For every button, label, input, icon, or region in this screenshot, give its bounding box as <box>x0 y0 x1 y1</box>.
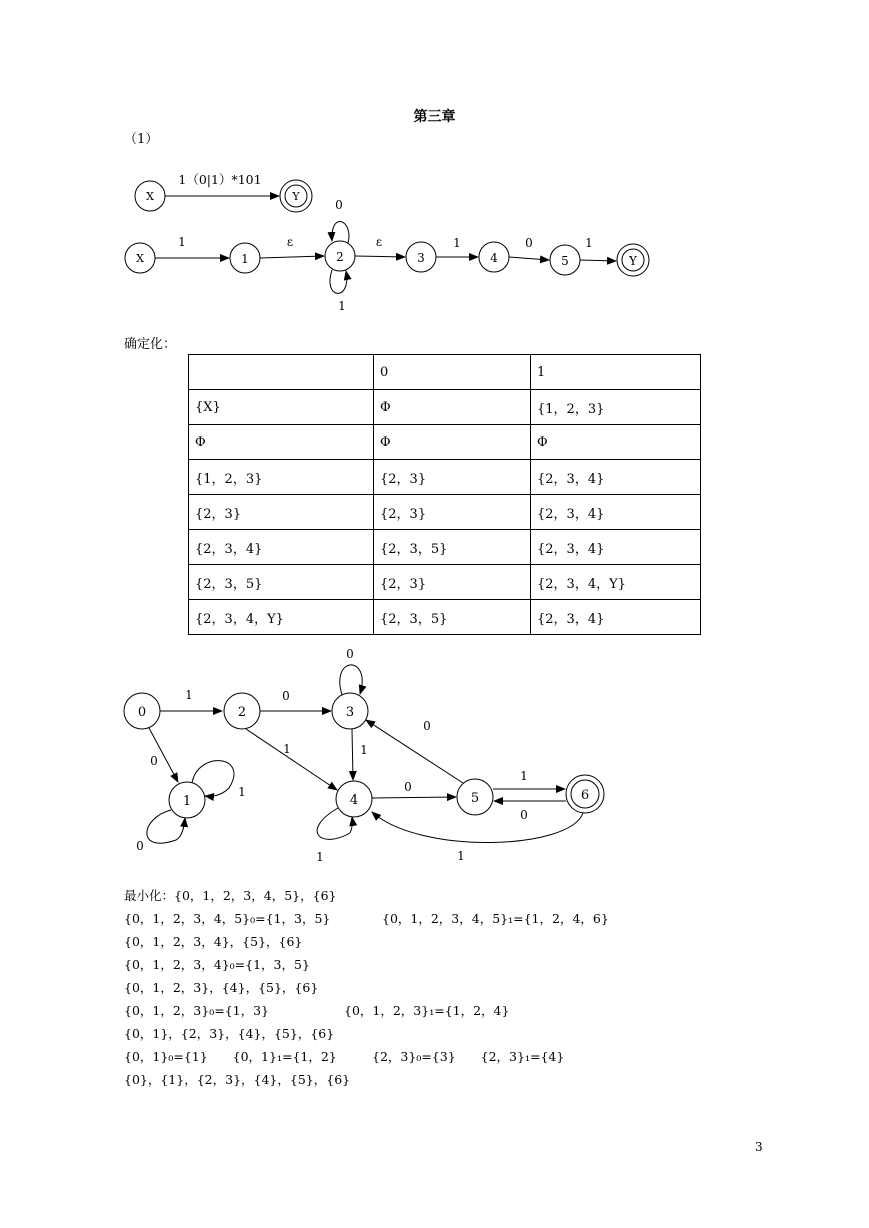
table-cell: {2，3} <box>374 565 531 600</box>
dfa-edge-label: 1 <box>520 769 528 783</box>
dfa-edge-label: 0 <box>136 839 144 853</box>
nfa-simple-start-label: X <box>146 190 154 203</box>
minimize-line <box>124 1068 609 1091</box>
table-header-cell <box>189 355 374 390</box>
table-header-cell: 1 <box>531 355 701 390</box>
nfa-edge-label: 1 <box>178 235 186 249</box>
minimize-line-left: {0，1，2，3，4，5}₀={1，3，5} <box>124 911 331 926</box>
nfa-node-label: X <box>136 252 144 265</box>
table-row <box>189 565 701 600</box>
dfa-edge-6-4 <box>372 812 583 843</box>
dfa-loop-4 <box>317 808 352 839</box>
table-row <box>189 460 701 495</box>
dfa-node-label: 2 <box>237 705 247 720</box>
nfa-diagram <box>0 0 869 330</box>
nfa-node-label: Y <box>629 254 637 268</box>
nfa-loop-top-label: 0 <box>335 198 343 212</box>
dfa-loop-1-bottom <box>147 810 185 843</box>
minimize-line <box>124 1045 609 1068</box>
table-row <box>189 390 701 425</box>
minimize-line-left: {0，1，2，3，4}，{5}，{6} <box>124 934 303 949</box>
table-row <box>189 530 701 565</box>
minimize-line <box>124 953 609 976</box>
dfa-edge-label: 1 <box>360 743 368 757</box>
dfa-node-label: 0 <box>137 705 147 720</box>
dfa-edge-4-5 <box>372 797 456 798</box>
table-cell: {1，2，3} <box>189 460 374 495</box>
dfa-edge-label: 0 <box>150 754 158 768</box>
dfa-edge-label: 1 <box>316 850 324 864</box>
table-cell: {2，3，4} <box>531 600 701 635</box>
dfa-edge-label: 0 <box>520 808 528 822</box>
minimize-line <box>124 976 609 999</box>
nfa-edge-label: ε <box>286 235 294 249</box>
table-cell: {2，3，4} <box>189 530 374 565</box>
table-cell: Φ <box>531 425 701 460</box>
minimize-line-right: {0，1，2，3，4，5}₁={1，2，4，6} <box>382 911 609 926</box>
table-cell: Φ <box>374 390 531 425</box>
nfa-edge-label: ε <box>375 235 383 249</box>
nfa-edge-4-5 <box>509 257 549 260</box>
minimize-line-left: {0，1，2，3}₀={1，3} <box>124 1003 270 1018</box>
table-header-cell: 0 <box>374 355 531 390</box>
table-row <box>189 600 701 635</box>
table-cell: {2，3} <box>189 495 374 530</box>
nfa-node-label: 4 <box>490 251 498 265</box>
dfa-edge-label: 1 <box>238 785 246 799</box>
nfa-edge-label: 1 <box>453 236 461 250</box>
table-cell: {2，3，4，Y} <box>189 600 374 635</box>
dfa-edge-label: 0 <box>404 780 412 794</box>
nfa-simple-end-label: Y <box>292 190 300 203</box>
minimize-line-left: {0，1}₀={1} {0，1}₁={1，2} <box>124 1049 337 1064</box>
minimize-line-left: {0，1}，{2，3}，{4}，{5}，{6} <box>124 1026 335 1041</box>
minimize-line <box>124 999 609 1022</box>
table-row <box>189 425 701 460</box>
table-cell: {2，3，4} <box>531 460 701 495</box>
nfa-edge-label: 1 <box>585 236 593 250</box>
dfa-loop-3 <box>340 665 362 695</box>
minimize-line-right: {0，1，2，3}₁={1，2，4} <box>344 1003 510 1018</box>
table-cell: Φ <box>189 425 374 460</box>
dfa-edge-label: 0 <box>346 647 354 661</box>
table-cell: {2，3，4} <box>531 495 701 530</box>
table-cell: {2，3，4，Y} <box>531 565 701 600</box>
table-cell: {2，3，5} <box>189 565 374 600</box>
nfa-simple-edge-label: 1（0|1）*101 <box>178 172 262 187</box>
dfa-node-label: 6 <box>580 788 590 803</box>
nfa-loop-bottom <box>330 270 347 293</box>
minimize-line <box>124 884 609 907</box>
dfa-edge-2-4 <box>246 729 337 790</box>
page-title: 第三章 <box>413 109 456 125</box>
minimization-block <box>124 884 609 1091</box>
nfa-node-label: 3 <box>417 251 425 265</box>
table-cell: {2，3} <box>374 495 531 530</box>
dfa-edge-label: 1 <box>185 688 193 702</box>
part-label: （1） <box>124 132 159 147</box>
page-number: 3 <box>755 1140 763 1154</box>
table-cell: Φ <box>374 425 531 460</box>
dfa-loop-1-top <box>192 761 234 797</box>
dfa-node-label: 5 <box>470 791 480 806</box>
nfa-node-label: 5 <box>561 254 569 268</box>
minimize-line-left: {0}，{1}，{2，3}，{4}，{5}，{6} <box>124 1072 351 1087</box>
dfa-edge-label: 1 <box>457 849 465 863</box>
dfa-edge-label: 0 <box>282 689 290 703</box>
table-cell: {X} <box>189 390 374 425</box>
minimize-line-left: 最小化：{0，1，2，3，4，5}，{6} <box>124 888 337 903</box>
dfa-edge-label: 0 <box>423 719 431 733</box>
table-cell: {2，3，5} <box>374 600 531 635</box>
table-row <box>189 495 701 530</box>
determinize-table <box>188 354 701 635</box>
nfa-loop-bottom-label: 1 <box>338 299 346 313</box>
nfa-node-label: 2 <box>336 250 344 264</box>
dfa-node-label: 3 <box>345 705 355 720</box>
nfa-edge-label: 0 <box>525 236 533 250</box>
dfa-node-label: 1 <box>182 794 192 809</box>
dfa-diagram <box>0 640 869 880</box>
minimize-line <box>124 1022 609 1045</box>
minimize-line-left: {0，1，2，3}，{4}，{5}，{6} <box>124 980 319 995</box>
nfa-edge-2-3 <box>355 256 405 257</box>
determinize-label: 确定化： <box>124 337 177 352</box>
dfa-edge-5-3 <box>366 720 463 783</box>
dfa-node-label: 4 <box>349 793 359 808</box>
dfa-edge-3-4 <box>352 729 353 780</box>
nfa-edge-1-2 <box>260 256 324 258</box>
nfa-edge-5-y <box>580 260 616 261</box>
table-cell: {2，3，5} <box>374 530 531 565</box>
table-cell: {2，3} <box>374 460 531 495</box>
table-cell: {1，2，3} <box>531 390 701 425</box>
minimize-line <box>124 907 609 930</box>
dfa-edge-label: 1 <box>283 742 291 756</box>
table-header-row <box>189 355 701 390</box>
minimize-line <box>124 930 609 953</box>
nfa-node-label: 1 <box>241 252 249 266</box>
table-cell: {2，3，4} <box>531 530 701 565</box>
minimize-line-left: {0，1，2，3，4}₀={1，3，5} <box>124 957 310 972</box>
nfa-loop-top <box>332 222 349 243</box>
minimize-line-right: {2，3}₀={3} {2，3}₁={4} <box>372 1049 565 1064</box>
